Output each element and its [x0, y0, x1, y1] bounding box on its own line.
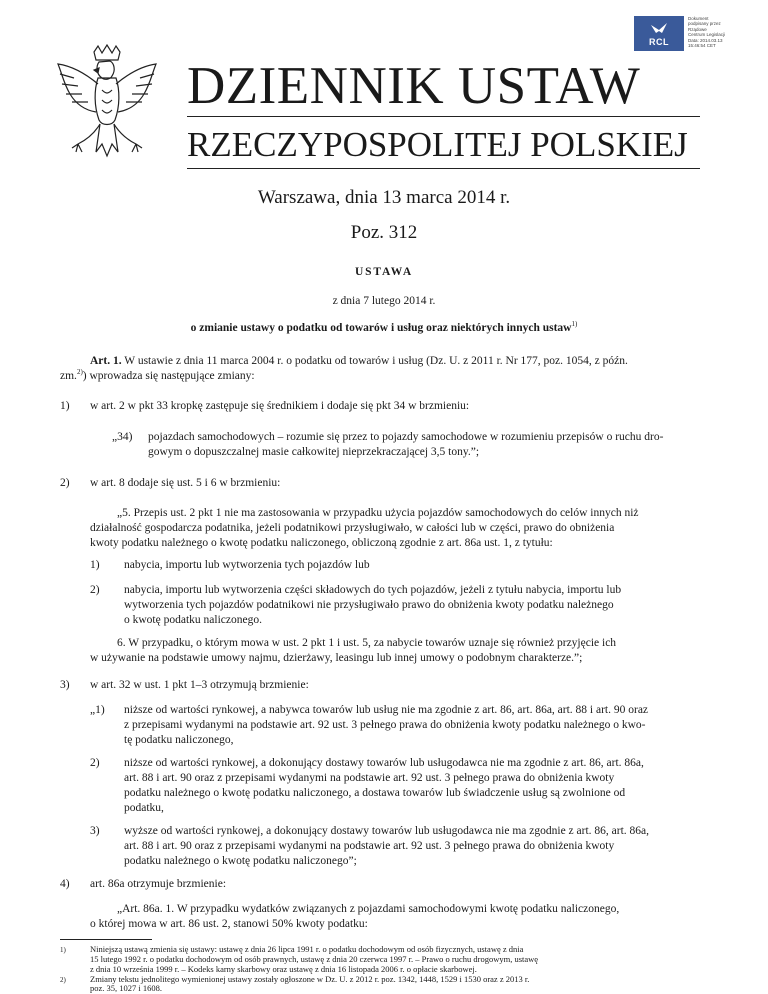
quoted-text: kwoty podatku należnego o kwotę podatku naliczonego, obliczoną zgodnie z art. 86a ust. 1, z tytułu: — [90, 537, 553, 549]
article-text: zm. — [60, 370, 77, 382]
stamp-line: Rządowe — [688, 26, 707, 32]
footnote-text: Zmiany tekstu jednolitego wymienionej ustawy zostały ogłoszone w Dz. U. z 2012 r. poz. 1342, 1448, 1529 i 1530 oraz z 2013 r. — [90, 974, 530, 984]
item-number: 2) — [60, 477, 70, 489]
point-text: z przepisami wydanymi na podstawie art. 92 ust. 3 pełnego prawa do obniżenia kwoty podatku należnego o kwo- — [124, 719, 646, 731]
publication-place-date: Warszawa, dnia 13 marca 2014 r. — [257, 187, 511, 208]
point-text: o kwotę podatku naliczonego. — [124, 614, 262, 626]
footnote-text: z dnia 10 września 1999 r. – Kodeks karny skarbowy oraz ustawę z dnia 16 listopada 2006 r. o opłacie skarbowej. — [90, 964, 477, 974]
stamp-line: Dokument — [688, 16, 709, 21]
item-text: w art. 32 w ust. 1 pkt 1–3 otrzymują brzmienie: — [90, 679, 309, 691]
quoted-text: „5. Przepis ust. 2 pkt 1 nie ma zastosowania w przypadku użycia pojazdów samochodowych do celów innych niż — [117, 507, 639, 519]
act-title-text: o zmianie ustawy o podatku od towarów i usług oraz niektórych innych ustaw — [190, 322, 572, 334]
point-number: 2) — [90, 757, 100, 769]
point-text: gowym o dopuszczalnej masie całkowitej nieprzekraczającej 3,5 tony.”; — [148, 446, 480, 458]
quoted-text: działalność gospodarcza podatnika, jeżeli podatnikowi przysługiwało, w całości lub w części, prawo do obniżenia — [90, 522, 615, 534]
point-number: „34) — [112, 431, 133, 443]
article-text: ) wprowadza się następujące zmiany: — [82, 370, 255, 382]
stamp-line: Data: 2014.03.13 — [688, 37, 723, 43]
masthead-rule-bottom — [187, 168, 700, 169]
item-text: w art. 8 dodaje się ust. 5 i 6 w brzmieniu: — [90, 477, 281, 489]
article-text: W ustawie z dnia 11 marca 2004 r. o podatku od towarów i usług (Dz. U. z 2011 r. Nr 177, poz. 1054, z późn. — [121, 355, 628, 367]
footnote-ref: 1) — [571, 320, 578, 329]
quoted-text: 6. W przypadku, o którym mowa w ust. 2 pkt 1 i ust. 5, za nabycie towarów uznaje się również przyjęcie ich — [117, 637, 617, 649]
point-text: nabycia, importu lub wytworzenia części składowych do tych pojazdów, jeżeli z tytułu nabycia, importu lub — [124, 584, 622, 596]
point-text: art. 88 i art. 90 oraz z przepisami wydanymi na podstawie art. 92 ust. 3 pełnego prawa do obniżenia kwoty — [124, 772, 615, 784]
journal-title: DZIENNIK USTAW — [187, 57, 641, 115]
position-number: Poz. 312 — [350, 222, 418, 243]
item-text: art. 86a otrzymuje brzmienie: — [90, 878, 227, 890]
point-text: wytworzenia tych pojazdów podatnikowi nie przysługiwało prawo do obniżenia kwoty podatku należnego — [124, 599, 614, 611]
rcl-badge-label: RCL — [649, 37, 669, 47]
signature-stamp — [688, 16, 750, 48]
quoted-text: o której mowa w art. 86 ust. 2, stanowi 50% kwoty podatku: — [90, 918, 368, 930]
footnote-text: poz. 35, 1027 i 1608. — [90, 983, 163, 993]
stamp-line: Centrum Legislacji — [688, 32, 726, 38]
footnote-text: 15 lutego 1992 r. o podatku dochodowym od osób prawnych, ustawę z dnia 20 czerwca 1997 r. – Prawo o ruchu drogowym, ustawę — [90, 954, 539, 964]
point-text: wyższe od wartości rynkowej, a dokonujący dostawy towarów lub usługodawca nie ma zgodnie z art. 86, art. 86a, — [124, 825, 650, 837]
item-number: 4) — [60, 878, 70, 890]
point-number: 3) — [90, 825, 100, 837]
point-text: niższe od wartości rynkowej, a nabywca towarów lub usług nie ma zgodnie z art. 86, art. 86a, art. 88 i art. 90 oraz — [124, 704, 649, 716]
item-number: 3) — [60, 679, 70, 691]
item-number: 1) — [60, 400, 70, 412]
quoted-text: w używanie na podstawie umowy najmu, dzierżawy, leasingu lub innej umowy o podobnym charakterze.”; — [90, 652, 583, 664]
point-text: tę podatku naliczonego, — [124, 734, 234, 746]
point-text: podatku należnego o kwotę podatku naliczonego”; — [124, 855, 357, 867]
footnote-rule — [60, 939, 152, 940]
item-text: w art. 2 w pkt 33 kropkę zastępuje się średnikiem i dodaje się pkt 34 w brzmieniu: — [90, 400, 470, 412]
polish-eagle-emblem-icon — [52, 44, 162, 176]
article-1-intro — [90, 354, 701, 369]
footnote-ref: 2) — [76, 368, 83, 377]
rcl-bird-icon — [650, 21, 668, 35]
act-date: z dnia 7 lutego 2014 r. — [332, 295, 436, 307]
masthead-rule-top — [187, 116, 700, 117]
point-text: podatku, — [124, 802, 164, 814]
point-text: niższe od wartości rynkowej, a dokonujący dostawy towarów lub usługodawca nie ma zgodnie z art. 86, art. 86a, — [124, 757, 644, 769]
article-label: Art. 1. — [90, 355, 122, 367]
point-text: nabycia, importu lub wytworzenia tych pojazdów lub — [124, 559, 370, 571]
journal-subtitle: RZECZYPOSPOLITEJ POLSKIEJ — [187, 125, 688, 164]
act-type: USTAWA — [355, 266, 413, 278]
act-title — [0, 322, 768, 334]
point-text: podatku należnego o kwotę podatku naliczonego, a dostawa towarów lub świadczenie usług są zwolnione od — [124, 787, 626, 799]
footnote-number: 2) — [60, 976, 66, 984]
point-number: 1) — [90, 559, 100, 571]
point-text: art. 88 i art. 90 oraz z przepisami wydanymi na podstawie art. 92 ust. 3 pełnego prawa do obniżenia kwoty — [124, 840, 615, 852]
stamp-line: 15:46:54 CET — [688, 43, 716, 49]
rcl-badge — [634, 16, 684, 51]
point-number: 2) — [90, 584, 100, 596]
footnote-number: 1) — [60, 946, 66, 954]
point-text: pojazdach samochodowych – rozumie się przez to pojazdy samochodowe w rozumieniu przepisów o ruchu dro- — [148, 431, 664, 443]
point-number: „1) — [90, 704, 105, 716]
article-1-intro-cont — [60, 369, 255, 384]
quoted-text: „Art. 86a. 1. W przypadku wydatków związanych z pojazdami samochodowymi kwotę podatku naliczonego, — [117, 903, 620, 915]
footnote-text: Niniejszą ustawą zmienia się ustawy: ustawę z dnia 26 lipca 1991 r. o podatku dochodowym od osób fizycznych, ustawę z dnia — [90, 944, 524, 954]
stamp-line: podpisany przez — [688, 21, 721, 27]
